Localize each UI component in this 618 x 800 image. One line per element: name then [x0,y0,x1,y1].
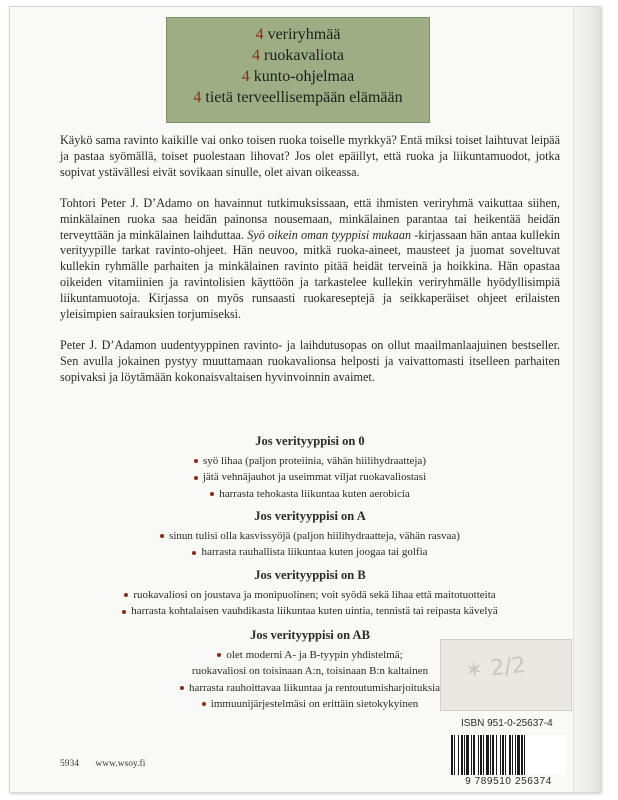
footer [60,759,145,769]
headline-banner [166,17,430,123]
bullet-dot-icon [192,551,196,555]
list-item: harrasta rauhallista liikuntaa kuten joogaa tai golfia [70,544,550,560]
bullet-dot-icon [180,686,184,690]
sticker-marking: ✶ 2/2 [463,652,527,685]
section-title: Jos verityyppisi on B [254,568,366,582]
list-item: harrasta kohtalaisen vauhdikasta liikuntaa kuten uintia, tennistä tai reipasta kävelyä [70,603,550,619]
paragraph-author: Tohtori Peter J. D’Adamo on havainnut tutkimuksissaan, että ihmisten veriryhmä vaikuttaa siihen, minkälainen ruoka saa heidän painonsa nousemaan, minkälainen parantaa tai heikentää heidän terveyttään ja minkälainen laihduttaa. Syö oikein oman tyyppisi mukaan -kirjassaan hän antaa kullekin verityypille tarkat ravinto-ohjeet. Hän neuvoo, mitkä ruoka-aineet, mausteet ja juomat soveltuvat kullekin ryhmälle parhaiten ja minkälainen ravinto pitää heidät terveinä ja hoikkina. Hän opastaa oikeiden vitamiinien ja ravintolisien käyttöön ja tarkastelee kullekin veriryhmälle hyödyllisimpiä liikuntamuotoja. Kirjassa on myös runsaasti ruokareseptejä ja seikkaperäiset ohjeet erilaisten yleisimpien sairauksien torjumiseksi. [60,195,560,322]
section-title: Jos verityyppisi on 0 [255,434,365,448]
paragraph-intro: Käykö sama ravinto kaikille vai onko toisen ruoka toiselle myrkkyä? Entä miksi toiset laihtuvat leipää ja pastaa syömällä, toiset puolestaan lihovat? Jos olet epäillyt, että ruoka ja liikuntamuodot, jotka sopivat ystävällesi eivät sovikaan sinulle, olet aivan oikeassa. [60,133,560,179]
list-item: syö lihaa (paljon proteiinia, vähän hiilihydraatteja) [70,453,550,469]
barcode-icon [451,735,566,775]
list-item: jätä vehnäjauhot ja useimmat viljat ruokavaliostasi [70,469,550,485]
bullet-dot-icon [122,610,126,614]
bullet-dot-icon [210,492,214,496]
bullet-dot-icon [194,459,198,463]
list-item: sinun tulisi olla kasvissyöjä (paljon hiilihydraatteja, vähän rasvaa) [70,528,550,544]
list-item: ruokavaliosi on toisinaan A:n, toisinaan B:n kaltainen [191,665,429,678]
list-item: ruokavaliosi on joustava ja monipuolinen; voit syödä sekä lihaa että maitotuotteita [70,587,550,603]
banner-line: 4 ruokavaliota [252,47,344,64]
list-item: olet moderni A- ja B-tyypin yhdistelmä; [70,647,550,663]
banner-line: 4 tietä terveellisempään elämään [193,89,403,106]
paragraph-bestseller: Peter J. D’Adamon uudentyyppinen ravinto- ja laihdutusopas on ollut maailmanlaajuinen bestseller. Sen avulla jokainen pystyy muuttamaan ruokavalionsa helposti ja vaivattomasti itselleen parhaiten sopivaksi ja löytämään kokonaisvaltaisen hyvinvoinnin avaimet. [60,337,560,384]
section-title: Jos verityyppisi on AB [250,628,370,642]
product-code: 5934 [60,759,79,769]
spine-edge [573,7,600,792]
list-item: immuunijärjestelmäsi on erittäin sietokykyinen [70,696,550,712]
section-type-b [70,568,550,620]
bullet-dot-icon [217,653,221,657]
book-back-cover [9,6,601,793]
price-sticker [440,639,572,711]
banner-line: 4 kunto-ohjelmaa [241,68,355,85]
bullet-dot-icon [194,476,198,480]
book-title: Syö oikein oman tyyppisi mukaan [247,227,412,242]
blurb-text [60,133,560,401]
list-item: harrasta tehokasta liikuntaa kuten aerobicia [70,486,550,502]
publisher-url: www.wsoy.fi [95,759,146,769]
list-item: harrasta rauhoittavaa liikuntaa ja rentoutumisharjoituksia [70,680,550,696]
bullet-dot-icon [202,702,206,706]
section-title: Jos verityyppisi on A [254,509,366,523]
section-type-a [70,509,550,561]
bullet-dot-icon [160,534,164,538]
barcode-number: 9 789510 256374 [465,776,552,787]
section-type-0 [70,434,550,502]
bullet-dot-icon [124,593,128,597]
banner-line: 4 veriryhmää [255,26,341,43]
isbn-label: ISBN 951-0-25637-4 [461,718,553,729]
